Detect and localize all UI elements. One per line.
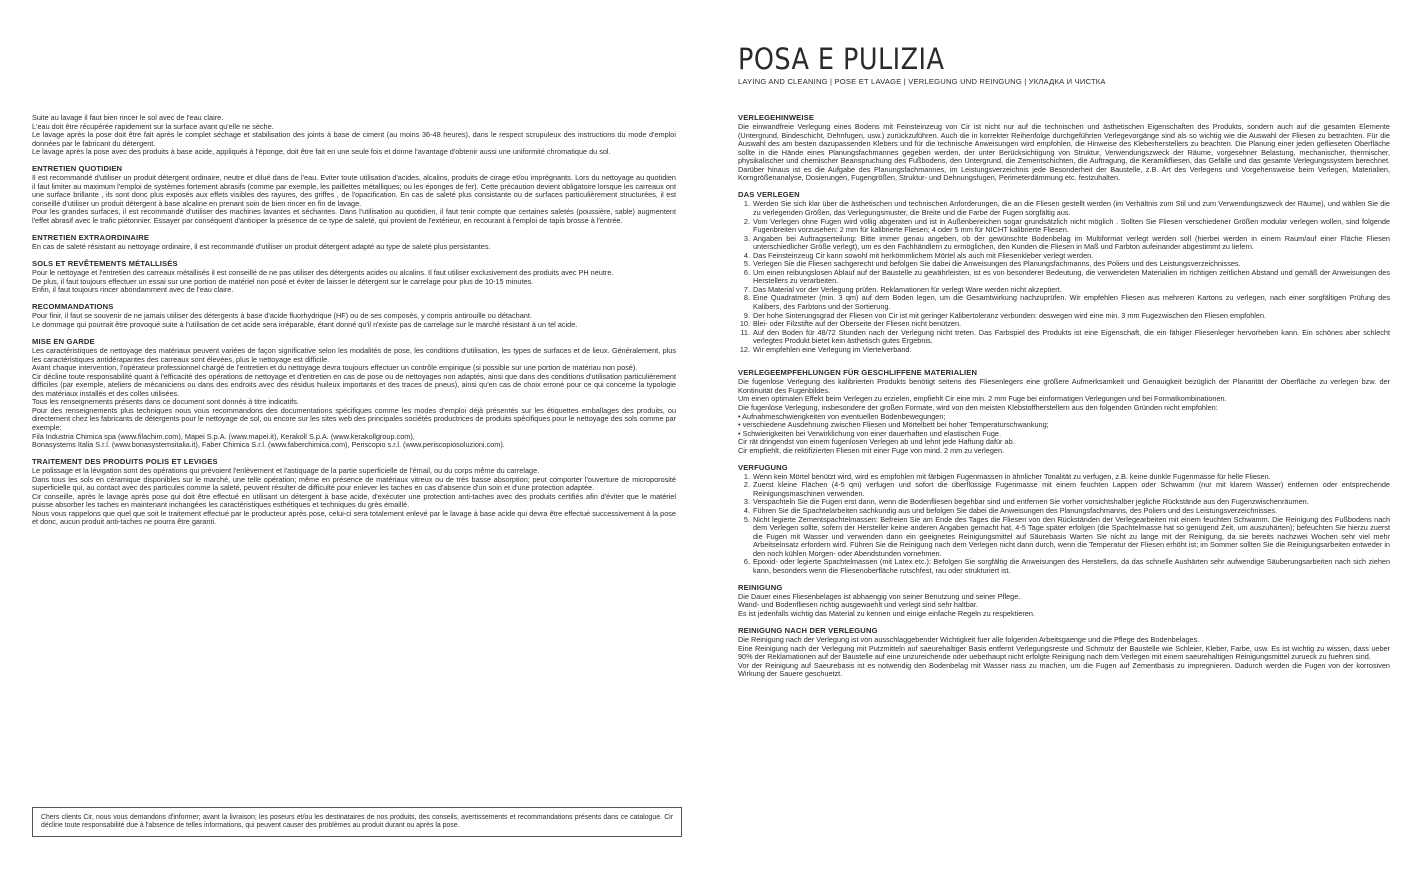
list-number: 9. [743, 310, 750, 320]
list-text: Epoxid- oder legierte Spachtelmassen (mit Latex etc.): Befolgen Sie sorgfältig die Anweisungen des Herstellers, da das schnelle Aushärten sehr aufwendige Säuberungsarbeiten nach sich ziehen kann, besonders wenn die Fliesenoberfläche rutschfest, rau oder strukturiert ist. [753, 557, 1390, 575]
list-item [738, 269, 1390, 286]
section-line: Cir empfiehlt, die rektifizierten Fliesen mit einer Fuge von mind. 2 mm zu verlegen. [738, 445, 1005, 455]
numbered-list [738, 473, 1390, 576]
title-block [738, 44, 1106, 86]
list-text: Nicht legierte Zementspachtelmassen: Befreien Sie am Ende des Tages die Fliesen von den Rückständen der Verlegearbeiten mit einem feuchten Schwamm. Die Reinigung des Fußbodens nach dem Verlegen sollte, sofern der Hersteller keine anderen Angaben gemacht hat, 4-5 Tage später erfolgen (die Spachtelmasse hat so genügend Zeit, um auszuhärten); befeuchten Sie hierzu zuerst die Fugen mit Wasser und verwenden dann ein geeignetes Reinigungsmittel auf Säurebasis Warten Sie nicht zu lange mit der Reinigung, da sie bereits nachzwei Wochen sehr viel mehr Arbeitseinsatz erfordern wird. Führen Sie die Reinigung nach dem Verlegen nicht dann durch, wenn die Temperatur der Fliesen erhöht ist; im Sommer sollten Sie die Reinigungsarbeiten entweder in den noch kühlen Morgen- oder Abendstunden vornehmen. [753, 514, 1390, 558]
bullet-line: • Schwierigkeiten bei Verwirklichung von einer dauerhaften und elastischen Fuge. [738, 428, 1001, 438]
list-text: Auf den Boden für 48/72 Stunden nach der Verlegung nicht treten. Das Farbspiel des Produkts ist eine Eigenschaft, die ein fähiger Fliesenleger hervorheben kann. Ein schönes aber schlecht verlegtes Produkt bietet kein ästhetisch gutes Ergebnis. [753, 327, 1390, 346]
list-number: 6. [743, 557, 750, 567]
bullet-line: • verschiedene Ausdehnung zwischen Fliesen und Mörtelbett bei hoher Temperaturschwankung; [738, 420, 1049, 430]
numbered-list [738, 200, 1390, 354]
list-number: 3. [743, 233, 750, 243]
list-text: Verspachteln Sie die Fugen erst dann, wenn die Bodenfliesen begehbar sind und entfernen Sie vorher vorsichtshalber jegliche Rückstände aus den Fugenzwischenräumen. [753, 497, 1309, 507]
section-paragraph: De plus, il faut toujours effectuer un essai sur une portion de matériel non posé et éviter de laisser le détergent sur le carrelage pour plus de 10-15 minutes. [32, 276, 534, 286]
section-entretien-extraordinaire [32, 234, 676, 252]
list-number: 1. [743, 471, 750, 481]
right-column [738, 114, 1390, 679]
section-line: Die Reinigung nach der Verlegung ist von ausschlaggebender Wichtigkeit fuer alle folgenden Arbeitsgaenge und die Pflege des Bodenbelages. [738, 635, 1200, 645]
list-text: Das Material vor der Verlegung prüfen. Reklamationen für verlegt Ware werden nicht akzeptiert. [753, 284, 1062, 294]
section-reinigung [738, 584, 1390, 619]
section-verlegehinweise [738, 114, 1390, 183]
section-paragraph: Cir décline toute responsabilité quant à l'efficacité des opérations de nettoyage et d'entretien en cas de pose ou de nettoyages non adaptés, ainsi que dans des conditions d'utilisation particulièrement difficiles (par exemple, ateliers de mécaniciens ou dans des endroits avec des résidus huileux importants et des traces de pneus), ainsi qu'en cas de choix erroné pour ce qui concerne la typologie des matériaux installés et des colles utilisées. [32, 371, 676, 398]
section-paragraph: Pour des renseignements plus techniques nous vous recommandons des documentations spécifiques comme les modes d'emploi déjà présentés sur les étiquettes emballages des produits, ou directement chez les fabricants de détergents pour le nettoyage de sol, ou encore sur les sites web des principales sociétés productrices de produits spécifiques pour le nettoyage des sols comme par exemple: [32, 405, 676, 432]
section-entretien-quotidien [32, 165, 676, 225]
list-number: 12. [739, 344, 750, 354]
list-number: 3. [743, 497, 750, 507]
list-text: Um einen reibungslosen Ablauf auf der Baustelle zu gewährleisten, ist es von besonderer Bedeutung, die verwendeten Materialien im richtigen zeitlichen Abstand und gemäß der Anweisungen des Herstellers zu verarbeiten. [753, 267, 1390, 286]
section-line: Cir rät dringendst von einem fugenlosen Verlegen ab und lehnt jede Haftung dafür ab. [738, 437, 1015, 447]
list-number: 1. [743, 199, 750, 209]
bullet-line: • Aufnahmeschwierigkeiten von eventuellen Bodenbewegungen; [738, 411, 946, 421]
section-recommandations [32, 303, 676, 329]
list-item [738, 481, 1390, 498]
section-paragraph: Le dommage qui pourrait être provoqué suite à l'utilisation de cet acide sera irréparable, étant donné qu'il n'existe pas de carrelage sur le marché résistant à un tel acide. [32, 319, 578, 329]
section-paragraph: Pour finir, il faut se souvenir de ne jamais utiliser des détergents à base d'acide fluorhydrique (HF) ou de ses composés, y compris antirouille ou détachant. [32, 311, 532, 321]
list-number: 7. [743, 284, 750, 294]
section-line: Vor der Reinigung auf Saeurebasis ist es notwendig den Bodenbelag mit Wasser nass zu machen, um die Fugen auf Zementbasis zu impregnieren. Dadurch werden die Fugen von der korrosiven Wirkung der Sauere geschuetzt. [738, 660, 1390, 679]
list-number: 2. [743, 480, 750, 490]
list-number: 10. [739, 319, 750, 329]
list-item [738, 294, 1390, 311]
list-number: 6. [743, 267, 750, 277]
section-paragraph: Bonasystems Italia S.r.l. (www.bonasystemsitalia.it), Faber Chimica S.r.l. (www.faberchimica.com), Periscopio s.r.l. (www.periscopiosoluzioni.com). [32, 440, 505, 450]
section-paragraph: Dans tous les sols en céramique disponibles sur le marché, une telle opération; même en présence de matériaux vitreux ou de très basse absorption; peut comporter l'ouverture de microporosité superficielle qui, au contact avec des particules comme la saleté, peuvent résulter de difficulté pour enlever les taches en cas d'absence d'un soin et d'une protection adaptée. [32, 474, 676, 493]
list-item [738, 329, 1390, 346]
section-heading: ENTRETIEN EXTRAORDINAIRE [32, 233, 150, 243]
section-empfehlungen [738, 369, 1390, 455]
list-text: Werden Sie sich klar über die ästhetischen und technischen Anforderungen, die an die Fliesen gestellt werden (im Verhältnis zum Stil und zum Verwendungszweck der Räume), und wählen Sie die zu verlegenden Größen, das Verlegungsmuster, die Breite und die Farbe der Fugen sorgfältig aus. [753, 199, 1390, 217]
section-line: Wand- und Bodenfliesen richtig ausgewaehlt und verlegt sind sehr haltbar. [738, 600, 978, 610]
list-text: Wenn kein Mörtel benützt wird, wird es empfohlen mit färbigen Fugenmassen in ähnlicher Tonalität zu verfugen, z.B. keine dunkle Fugenmasse für helle Fliesen. [753, 471, 1271, 481]
section-paragraph: Fila Industria Chimica spa (www.filachim.com), Mapei S.p.A. (www.mapei.it), Kerakoll S.p.A. (www.kerakollgroup.com), [32, 431, 415, 441]
list-number: 2. [743, 216, 750, 226]
disclaimer-text: Chers clients Cir, nous vous demandons d'informer; avant la livraison; les poseurs et/ou les destinataires de nos produits, des conseils, avertissements et recommandations présents dans ce catalogue. Cir décline toute responsabilité due à l'absence de telles informations, qui peuvent causer des problèmes au produit durant ou après la pose. [41, 814, 673, 830]
list-text: Das Feinsteinzeug Cir kann sowohl mit herkömmlichem Mörtel als auch mit Fliesenkleber verlegt werden. [753, 250, 1094, 260]
list-text: Eine Quadratmeter (min. 3 qm) auf dem Boden legen, um die Gesamtwirkung nachzuprüfen. Wir empfehlen Fliesen aus mehreren Kartons zu verlegen, nach einer sorgfältigen Prüfung des Kalibers, des Farbtons und der Sortierung. [753, 293, 1390, 311]
section-verfugung [738, 464, 1390, 576]
section-das-verlegen [738, 191, 1390, 354]
list-item [738, 235, 1390, 252]
section-paragraph: Il est recommandé d'utiliser un produit détergent ordinaire, neutre et dilué dans de l'eau. Eviter toute utilisation d'acides, alcalins, produits de cirage et/ou imprégnants. Lors du nettoyage au quotidien il faut limiter au maximum l'emploi de systèmes fortement abrasifs (comme par exemple, les paillettes métalliques; ou les éponges de fer). Cette précaution devient obligatoire lorsque les carreaux ont une surface brillante , ils sont donc plus exposés aux effets visibles des rayures, des griffes , de l'opacification. En cas de saleté plus consistante ou de surfaces particulièrement structurées, il est conseillé d'utiliser un produit détergent à base alcaline en prenant soin de bien rincer en fin de lavage. [32, 173, 676, 208]
section-heading: DAS VERLEGEN [738, 190, 800, 200]
section-paragraph: Le polissage et la lévigation sont des opérations qui prévoient l'enlèvement et l'astiquage de la partie superficielle de l'émail, ou du corps même du carrelage. [32, 466, 540, 476]
intro-line: Le lavage après la pose doit être fait après le complet séchage et stabilisation des joints à base de ciment (au moins 36-48 heures), dans le respect scrupuleux des instructions du mode d'emploi données par le fabricant du détergent. [32, 130, 676, 148]
section-paragraph: En cas de saleté résistant au nettoyage ordinaire, il est recommandé d'utiliser un produit détergent adapté au type de saleté plus persistantes. [32, 242, 491, 252]
list-text: Angaben bei Auftragserteilung: Bitte immer genau angeben, ob der gewünschte Bodenbelag im Multiformat verlegt werden soll (hierbei werden in einem Raum/auf einer Fläche Fliesen unterschiedlicher Größe verlegt), um es den Fachhändlern zu ermöglichen, den Kunden die Fliesen in Maß und Farbton aufeinander abgestimmt zu liefern. [753, 233, 1390, 252]
section-line: Die fugenlose Verlegung, insbesondere der großen Formate, wird von den meisten Klebstoffherstellern aus den folgenden Gründen nicht empfohlen: [738, 402, 1218, 412]
list-number: 5. [743, 514, 750, 524]
section-heading: REINIGUNG NACH DER VERLEGUNG [738, 626, 878, 636]
list-item [738, 200, 1390, 217]
section-paragraph: Avant chaque intervention, l'opérateur professionnel chargé de l'entretien et du nettoyage devra toujours effectuer un contrôle empirique (si possible sur une portion de matériau non posé). [32, 363, 638, 373]
list-item [738, 558, 1390, 575]
section-line: Um einen optimalen Effekt beim Verlegen zu erzielen, empfiehlt Cir eine min. 2 mm Fuge bei einformatigen Verlegungen und bei Formatkombinationen. [738, 394, 1227, 404]
section-mise-en-garde [32, 338, 676, 450]
section-paragraph: Les caractéristiques de nettoyage des matériaux peuvent variées de façon significative selon les modalités de pose, les conditions d'utilisation, les types de surfaces et de lieux. Généralement, plus les caractéristiques antidérapantes des carreaux sont élevées, plus le nettoyage est difficile. [32, 346, 676, 364]
section-paragraph: Pour le nettoyage et l'entretien des carreaux métallisés il est conseillé de ne pas utiliser des détergents acides ou alcalins. Il faut utiliser exclusivement des produits avec PH neutre. [32, 268, 614, 278]
section-sols-metallises [32, 260, 676, 295]
section-line: Eine Reinigung nach der Verlegung mit Putzmitteln auf saeurehaltiger Basis entfernt Verlegungsreste und Schmutz der Baustelle wie Schleier, Kleber, Farbe, usw. Es ist wichtig zu wissen, dass ueber 90% der Reklamationen auf der Baustelle auf eine unzureichende oder ueberhaupt nicht erfolgte Reinigung nach dem Verlegen mit einem saeurehaltigen Reinigungsmittel zurueck zu fuehren sind. [738, 643, 1390, 662]
list-text: Zuerst kleine Flächen (4-5 qm) verfugen und sofort die überflüssige Fugenmasse mit einem feuchten Lappen oder Schwamm (nur mit klarem Wasser) entfernen oder entsprechende Reinigungsmaschinen verwenden. [753, 480, 1390, 498]
section-paragraph: Pour les grandes surfaces, il est recommandé d'utiliser des machines lavantes et séchantes. Dans l'utilisation au quotidien, il faut tenir compte que certaines saletés (poussière, sable) augmentent l'effet abrasif avec le trafic piétonnier. Essayer par conséquent d'anticiper la présence de ce type de saleté, qui provient de l'extérieur, en recourant à l'emploi de tapis brosse à l'entrée. [32, 207, 676, 226]
section-reinigung-nach-verlegung [738, 627, 1390, 679]
list-number: 4. [743, 505, 750, 515]
list-item [738, 346, 1390, 355]
list-text: Verlegen Sie die Fliesen sachgerecht und befolgen Sie dabei die Anweisungen des Planungsfachmanns, des Poliers und des Leistungsverzeichnisses. [753, 259, 1241, 269]
disclaimer-box [32, 807, 682, 837]
intro-line: L'eau doit être récupérée rapidement sur la surface avant qu'elle ne sèche. [32, 121, 274, 131]
intro-section [32, 114, 676, 157]
section-line: Die fugenlose Verlegung des kalibrierten Produkts benötigt seitens des Fliesenlegers eine größere Aufmerksamkeit und Genauigkeit bezüglich der Planarität der Oberfläche zu verlegen bzw. der Kontinuität des Fugenbildes. [738, 377, 1390, 395]
section-heading: RECOMMANDATIONS [32, 302, 114, 312]
list-number: 8. [743, 293, 750, 303]
section-heading: MISE EN GARDE [32, 336, 95, 346]
section-heading: TRAITEMENT DES PRODUITS POLIS ET LEVIGES [32, 457, 218, 467]
page-subtitle: LAYING AND CLEANING | POSE ET LAVAGE | VERLEGUNG UND REINGUNG | УКЛАДКА И ЧИСТКА [738, 77, 1106, 86]
list-item [738, 218, 1390, 235]
section-paragraph: Enfin, il faut toujours rincer abondamment avec de l'eau claire. [32, 285, 234, 295]
section-heading: ENTRETIEN QUOTIDIEN [32, 164, 123, 174]
section-heading: VERLEGEEMPFEHLUNGEN FÜR GESCHLIFFENE MATERIALIEN [738, 368, 978, 378]
page-title: POSA E PULIZIA [738, 42, 945, 76]
section-line: Es ist jedenfalls wichtig das Material zu kennen und einige einfache Regeln zu respektieren. [738, 608, 1035, 618]
list-text: Wir empfehlen eine Verlegung im Viertelverband. [753, 344, 912, 354]
list-text: Blei- oder Filzstifte auf der Oberseite der Fliesen nicht benützen. [753, 319, 962, 329]
intro-line: Suite au lavage il faut bien rincer le sol avec de l'eau claire. [32, 113, 224, 122]
section-heading: VERLEGEHINWEISE [738, 113, 815, 122]
section-paragraph: Cir conseille, après le lavage après pose qui doit être effectué en utilisant un détergent à base acide, d'exécuter une protection anti-taches avec des produits certifiés afin d'éviter que le matériel puisse absorber les taches en maintenant inchangées les caractéristiques esthétiques et techniques du grès émaillé. [32, 491, 676, 510]
intro-line: Le lavage après la pose avec des produits à base acide, appliqués à l'éponge, doit être fait en une seule fois et donne l'avantage d'obtenir aussi une uniformité chromatique du sol. [32, 147, 611, 157]
section-paragraph: Die einwandfreie Verlegung eines Bodens mit Feinsteinzeug von Cir ist nicht nur auf die technischen und ästhetischen Eigenschaften des Produkts, sondern auch auf die gesamten Elemente (Untergrund, Bindeschicht, Dehnfugen, usw.) zurückzuführen. Auch die in korrekter Reihenfolge durchgeführten Verlegevorgänge sind als so wichtig wie die Auswahl der Fliesen zu betrachten. Für die Auswahl des am besten dazupassenden Klebers und für die technische Anweisungen wird empfohlen, die Hinweise des Kleberherstellers zu beachten. Die Planung einer jeden geflieseten Oberfläche sollte in die Hände eines Planungsfachmannes gegeben werden, der unter Berücksichtigung von Struktur, Verwendungszweck der Räume, vorgesehner Belastung, mechanischer, thermischer, physikalischer und chemischer Beanspruchung des Fußbodens, den Untergrund, die Zementschichten, die Auftragung, die Keramikfliesen, das Gefälle und das gesamte Verlegungssystem berechnet. Darüber hinaus ist es die Aufgabe des Planungsfachmannes, im Leistungsverzeichnis jede Besonderheit der Baustelle, z.B. Art des Verlegens und Vorgehensweise beim Verlegen, Materialien, Korngrößenanalyse, Dosierungen, Fugengrößen, Struktur- und Dehnungsfugen, Perimeterdämmung etc. festzuhalten. [738, 122, 1390, 183]
list-number: 11. [740, 327, 750, 337]
list-item [738, 516, 1390, 559]
list-text: Vom Verlegen ohne Fugen wird völlig abgeraten und ist in Außenbereichen sogar grundsätzlich nicht möglich . Sollten Sie Fliesen verschiedener Größen modular verlegen wollen, sind folgende Fugenbreiten vorzusehen: 2 mm für kalibrierte Fliesen; 4 oder 5 mm für NICHT kalibrierte Fliesen. [753, 216, 1390, 235]
section-paragraph: Nous vous rappelons que quel que soit le traitement effectué par le producteur après pose, celui-ci sera totalement enlevé par le lavage à base acide qui devra être effectué successivement à la pose et donc, aucun produit anti-taches ne pourra être garanti. [32, 508, 676, 527]
section-heading: VERFUGUNG [738, 462, 788, 472]
list-number: 5. [743, 259, 750, 269]
section-traitement-polis [32, 458, 676, 527]
section-line: Die Dauer eines Fliesenbelages ist abhaengig von seiner Benutzung und seiner Pflege. [738, 591, 1021, 601]
left-column [32, 114, 676, 527]
list-number: 4. [743, 250, 750, 260]
section-heading: SOLS ET REVÊTEMENTS MÉTALLISÉS [32, 259, 178, 269]
section-heading: REINIGUNG [738, 582, 783, 592]
list-text: Der hohe Sinterungsgrad der Fliesen von Cir ist mit geringer Kalibertoleranz verbunden: deswegen wird eine min. 3 mm Fugezwischen den Fliesen empfohlen. [753, 310, 1267, 320]
section-paragraph: Tous les renseignements présents dans ce document sont donnés à titre indicatifs. [32, 397, 299, 407]
list-text: Führen Sie die Spachtelarbeiten sachkundig aus und befolgen Sie dabei die Anweisungen des Planungsfachmanns, des Poliers und des Leistungsverzeichnisses. [753, 505, 1278, 515]
